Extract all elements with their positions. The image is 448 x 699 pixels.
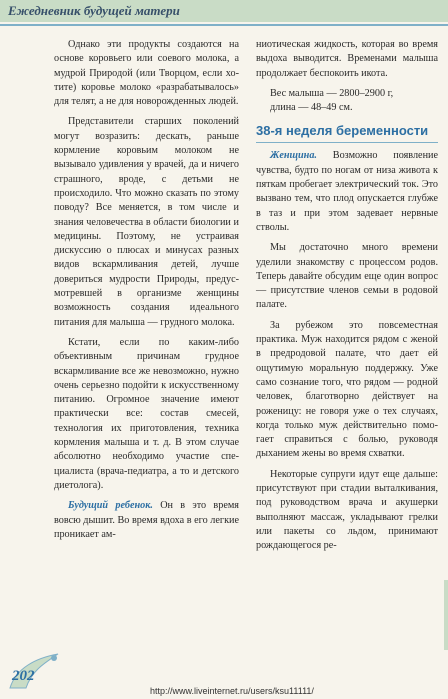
page-number: 202 — [12, 668, 35, 684]
woman-text: Возможно появление чувства, будто по ногам от низа живота к пяткам пробегает электрический ток. Это вызвано тем, что плод опускается глубже в таз и при этом задевает нервные стволы. — [256, 150, 438, 233]
baby-text: Он в это время вовсю дышит. Во время вдоха в его легкие проникает ам- — [54, 500, 239, 540]
left-column — [54, 38, 239, 548]
baby-lead: Будущий ребенок. — [68, 500, 153, 512]
paragraph-left-1: Однако эти продукты создаются на основе коровьего или соевого молока, а мудрой Природой (или Творцом, если хотите) коровье молоко «разрабатывалось» для телят, а не для новорожденных людей. — [54, 39, 239, 108]
right-column — [256, 38, 438, 560]
baby-length: длина — 48–49 см. — [270, 102, 353, 114]
header-rule — [0, 24, 448, 26]
woman-lead: Женщина. — [270, 150, 317, 162]
running-header-title: Ежедневник будущей матери — [8, 3, 180, 18]
paragraph-woman — [256, 149, 438, 235]
baby-weight: Вес малыша — 2800–2900 г, — [270, 87, 394, 99]
week-heading: 38-я неделя беременности — [256, 123, 438, 143]
baby-stats — [256, 87, 438, 116]
paragraph-left-2: Представители старших поколений могут возразить: дескать, раньше кормление коровьим молоком не вызывало удивления у врачей, да и ничего страшного, вроде, с детьми не происходило. Что можно сказать по этому поводу? Все меняется, в том числе и знания человечества в области биологии и медицины. Поэтому, не устраивая дискуссию о плюсах и минусах разных видов вскармливания детей, лучше довериться мудрости Природы, предусмотревшей в организме женщины возможность создания идеального питания для малыша — грудного молока. — [54, 116, 239, 328]
paragraph-right-3: Некоторые супруги идут еще дальше: присутствуют при стадии выталкивания, под руководством врача и акушерки выполняют массаж, укладывают грелки или пакеты со льдом, принимают рождающегося ре- — [256, 468, 438, 552]
right-edge-band — [444, 580, 448, 650]
paragraph-continuation: ниотическая жидкость, которая во время выдоха выводится. Временами малыша продолжает беспокоить икота. — [256, 39, 438, 79]
paragraph-right-2: За рубежом это повсеместная практика. Муж находится рядом с женой в предродовой палате, что дает ей ощутимую моральную поддержку. Уже само сознание того, что рядом — родной человек, благотворно действует на роженицу: не говоря уже о тех случаях, когда только муж действительно помогает справиться с болью, руководя дыханием жены во время схватки. — [256, 319, 438, 460]
paragraph-right-1: Мы достаточно много времени уделили знакомству с процессом родов. Теперь давайте обсудим еще один вопрос — присутствие членов семьи в родовой палате. — [256, 242, 438, 311]
paragraph-left-3: Кстати, если по каким-либо объективным причинам грудное вскармливание все же невозможно, нужно очень серьезно подойти к искусственному питанию. Огромное значение имеют практически все: состав смесей, технология их приготовления, техника кормления малыша и т. д. В этом случае абсолютно необходимо участие специалиста (врача-педиатра, а то и детского диетолога). — [54, 336, 239, 491]
paragraph-baby — [54, 499, 239, 542]
footer-url: http://www.liveinternet.ru/users/ksu11111/ — [150, 686, 314, 696]
